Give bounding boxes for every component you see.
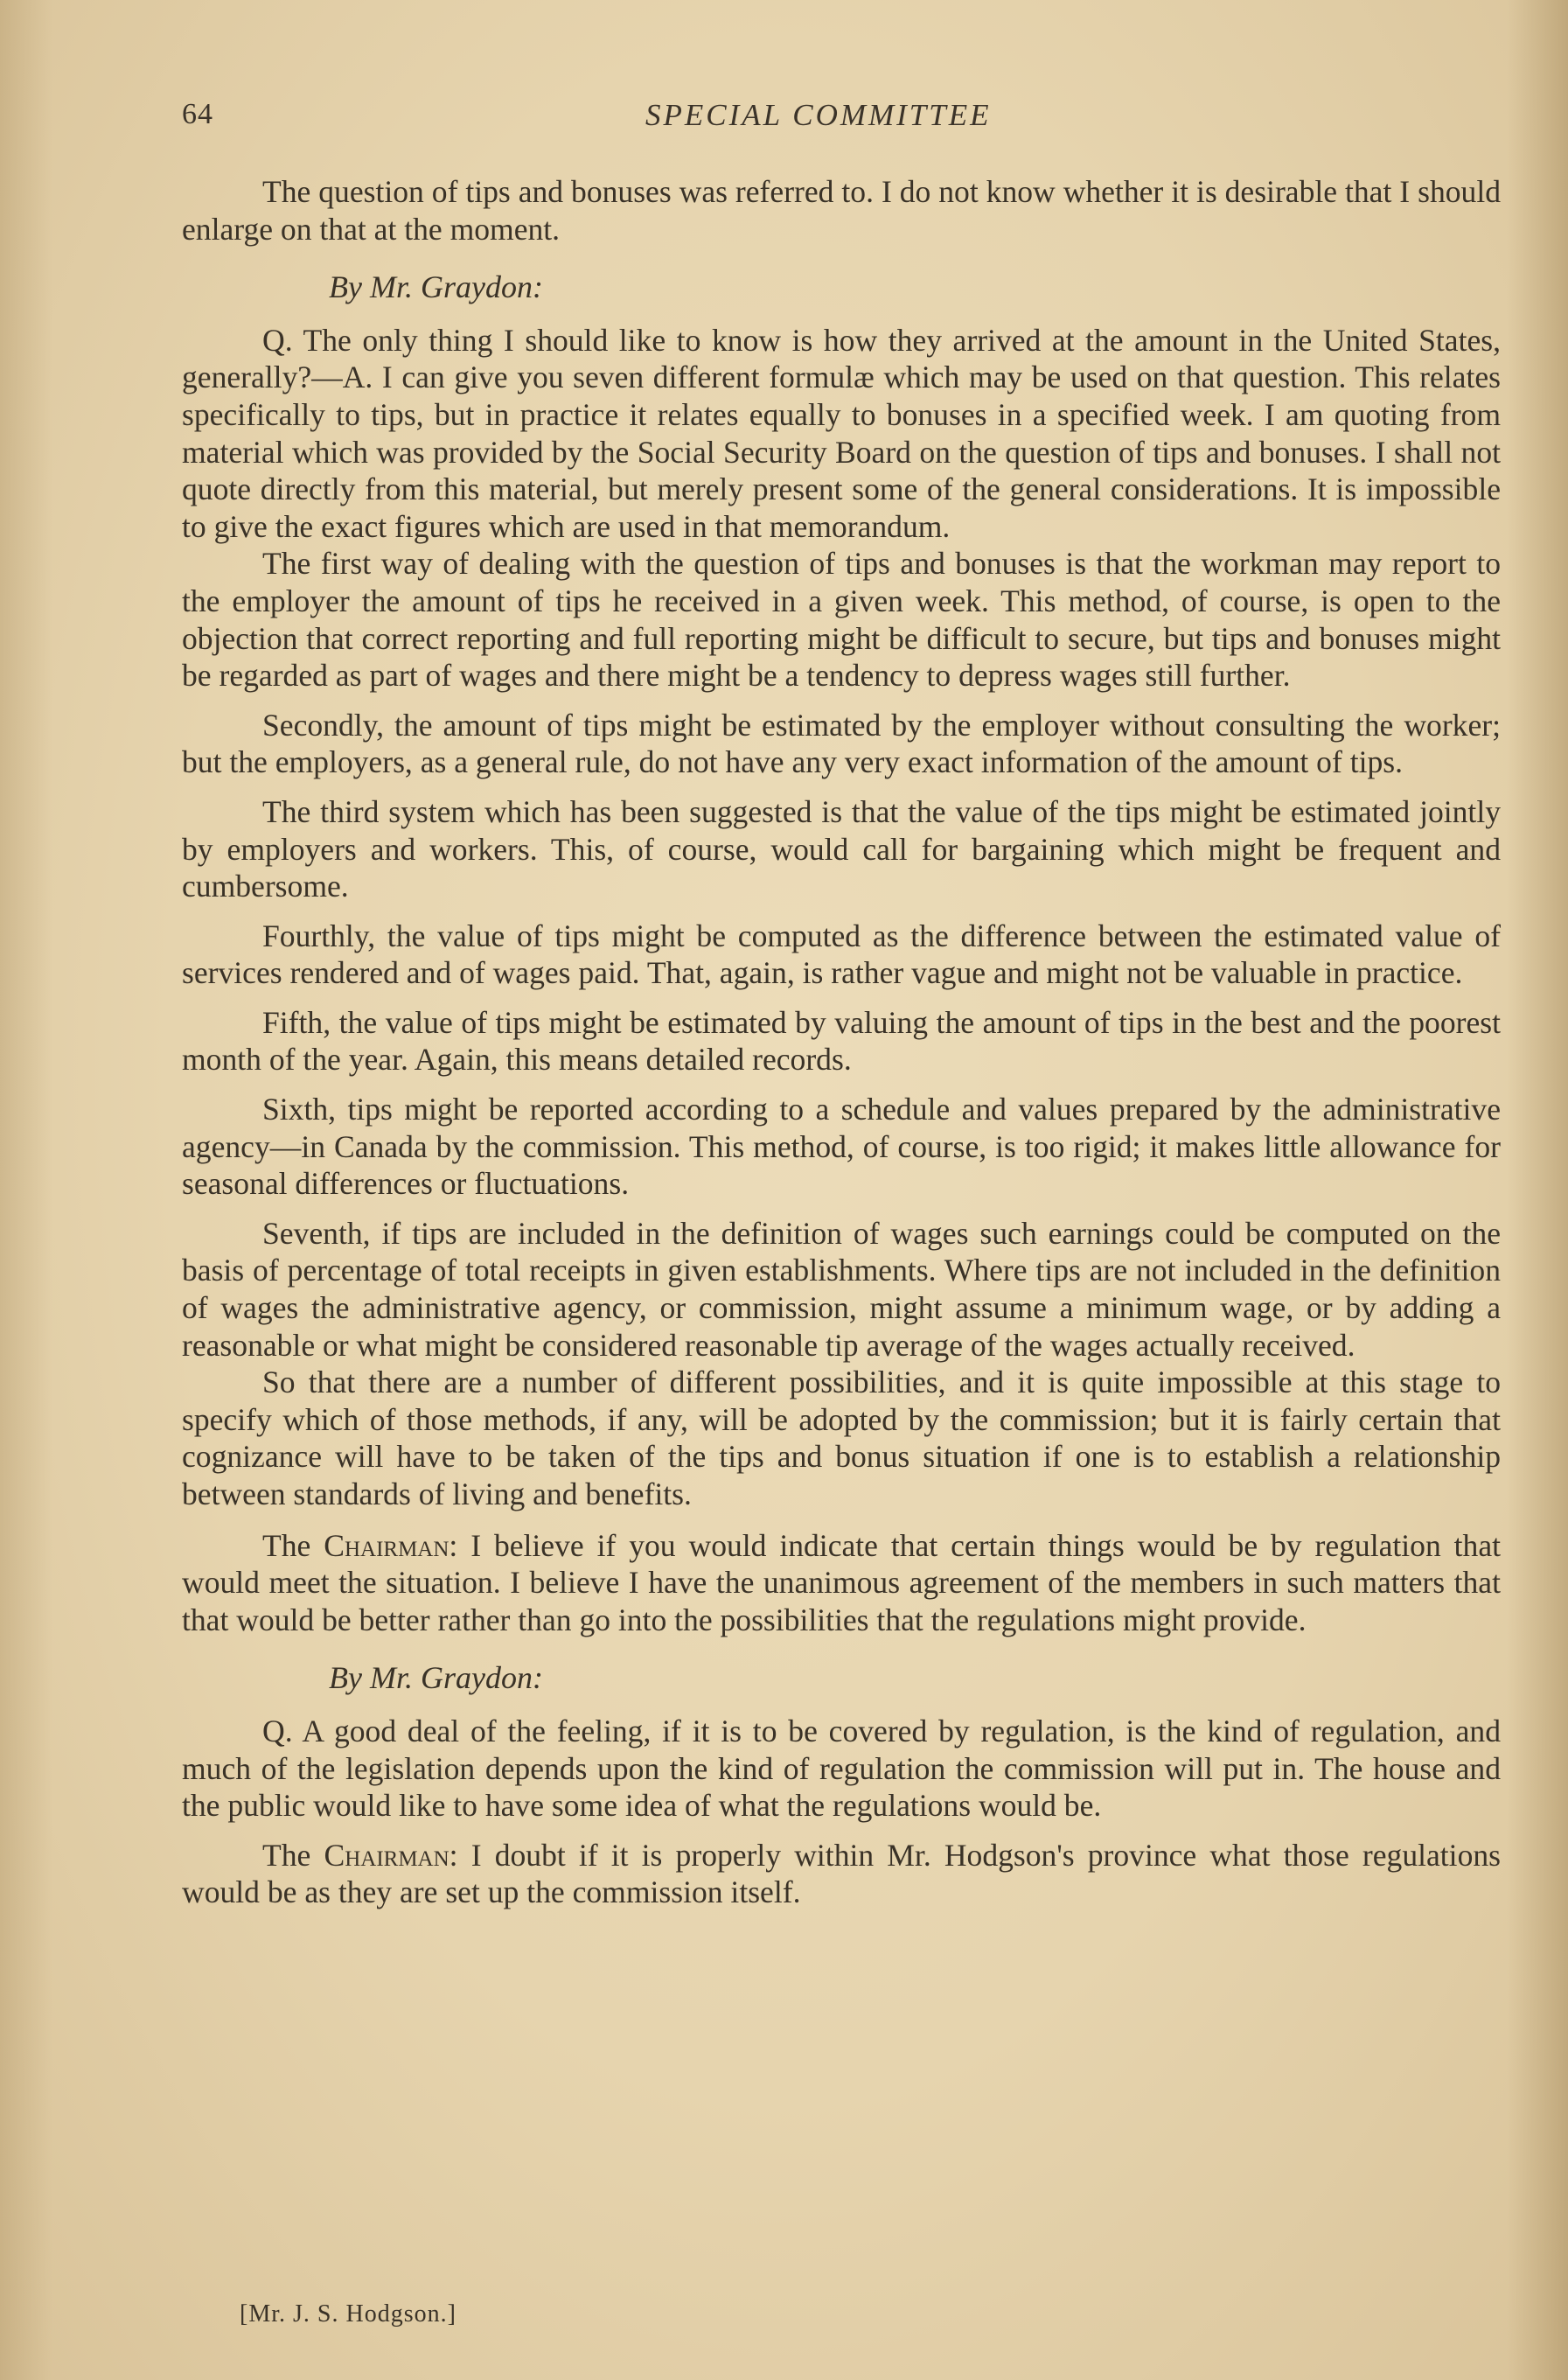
paragraph-third-system: The third system which has been suggested is that the value of the tips might be estimated jointly by employers and workers. This, of course, would call for bargaining which might be frequent and cumbersome. <box>182 793 1501 904</box>
chairman-prefix: The <box>262 1527 311 1563</box>
paragraph-chairman-statement-2 <box>182 1837 1501 1911</box>
chairman-remark-text: : I believe if you would indicate that certain things would be by regulation that would meet the situation. I believe I have the unanimous agreement of the members in such matters that that would be better rather than go into the possibilities that the regulations might provide. <box>182 1527 1501 1637</box>
paragraph-so-that: So that there are a number of different possibilities, and it is quite impossible at this stage to specify which of those methods, if any, will be adopted by the commission; but it is fairly certain that cognizance will have to be taken of the tips and bonus situation if one is to establish a relationship between standards of living and benefits. <box>182 1364 1501 1511</box>
paragraph-sixth: Sixth, tips might be reported according to a schedule and values prepared by the administrative agency—in Canada by the commission. This method, of course, is too rigid; it makes little allowance for seasonal differences or fluctuations. <box>182 1092 1501 1202</box>
paragraph-chairman-statement-1 <box>182 1527 1501 1639</box>
speaker-chairman: Chairman <box>324 1527 449 1563</box>
speaker-chairman: Chairman <box>324 1837 449 1873</box>
document-body <box>182 173 1501 1911</box>
page-number: 64 <box>182 98 213 130</box>
paragraph-fifth: Fifth, the value of tips might be estimated by valuing the amount of tips in the best and the poorest month of the year. Again, this means detailed records. <box>182 1004 1501 1078</box>
chairman-remark-text: : I doubt if it is properly within Mr. Hodgson's province what those regulations would be as they are set up the commission itself. <box>182 1837 1501 1910</box>
page-edge-shadow-right <box>1507 0 1568 2380</box>
chairman-prefix: The <box>262 1837 311 1873</box>
speaker-footnote: [Mr. J. S. Hodgson.] <box>240 2300 456 2328</box>
paragraph-first-way: The first way of dealing with the question of tips and bonuses is that the workman may report to the employer the amount of tips he received in a given week. This method, of course, is open to the objection that correct reporting and full reporting might be difficult to secure, but tips and bonuses might be regarded as part of wages and there might be a tendency to depress wages still further. <box>182 546 1501 694</box>
page-edge-shadow-left <box>0 0 52 2380</box>
paragraph-fourthly: Fourthly, the value of tips might be computed as the difference between the estimated value of services rendered and of wages paid. That, again, is rather vague and might not be valuable in practice. <box>182 918 1501 991</box>
page-header <box>182 98 1501 142</box>
paragraph-seventh: Seventh, if tips are included in the definition of wages such earnings could be computed on the basis of percentage of total receipts in given establishments. Where tips are not included in the definition of wages the administrative agency, or commission, might assume a minimum wage, or by adding a reasonable or what might be considered reasonable tip average of the wages actually received. <box>182 1215 1501 1363</box>
speaker-heading-graydon-2: By Mr. Graydon: <box>329 1660 543 1696</box>
paragraph-question-answer: Q. The only thing I should like to know is how they arrived at the amount in the United States, generally?—A. I can give you seven different formulæ which may be used on that question. This relates specifically to tips, but in practice it relates equally to bonuses in a specified week. I am quoting from material which was provided by the Social Security Board on the question of tips and bonuses. I shall not quote directly from this material, but merely present some of the general considerations. It is impossible to give the exact figures which are used in that memorandum. <box>182 322 1501 544</box>
speaker-heading-graydon-1: By Mr. Graydon: <box>329 269 543 305</box>
paragraph-question-regulation: Q. A good deal of the feeling, if it is to be covered by regulation, is the kind of regulation, and much of the legislation depends upon the kind of regulation the commission will put in. The house and the public would like to have some idea of what the regulations would be. <box>182 1713 1501 1824</box>
paragraph-secondly: Secondly, the amount of tips might be estimated by the employer without consulting the worker; but the employers, as a general rule, do not have any very exact information of the amount of tips. <box>182 707 1501 780</box>
running-head: SPECIAL COMMITTEE <box>645 98 992 132</box>
paragraph-tips-bonuses-intro: The question of tips and bonuses was referred to. I do not know whether it is desirable that I should enlarge on that at the moment. <box>182 174 1501 247</box>
